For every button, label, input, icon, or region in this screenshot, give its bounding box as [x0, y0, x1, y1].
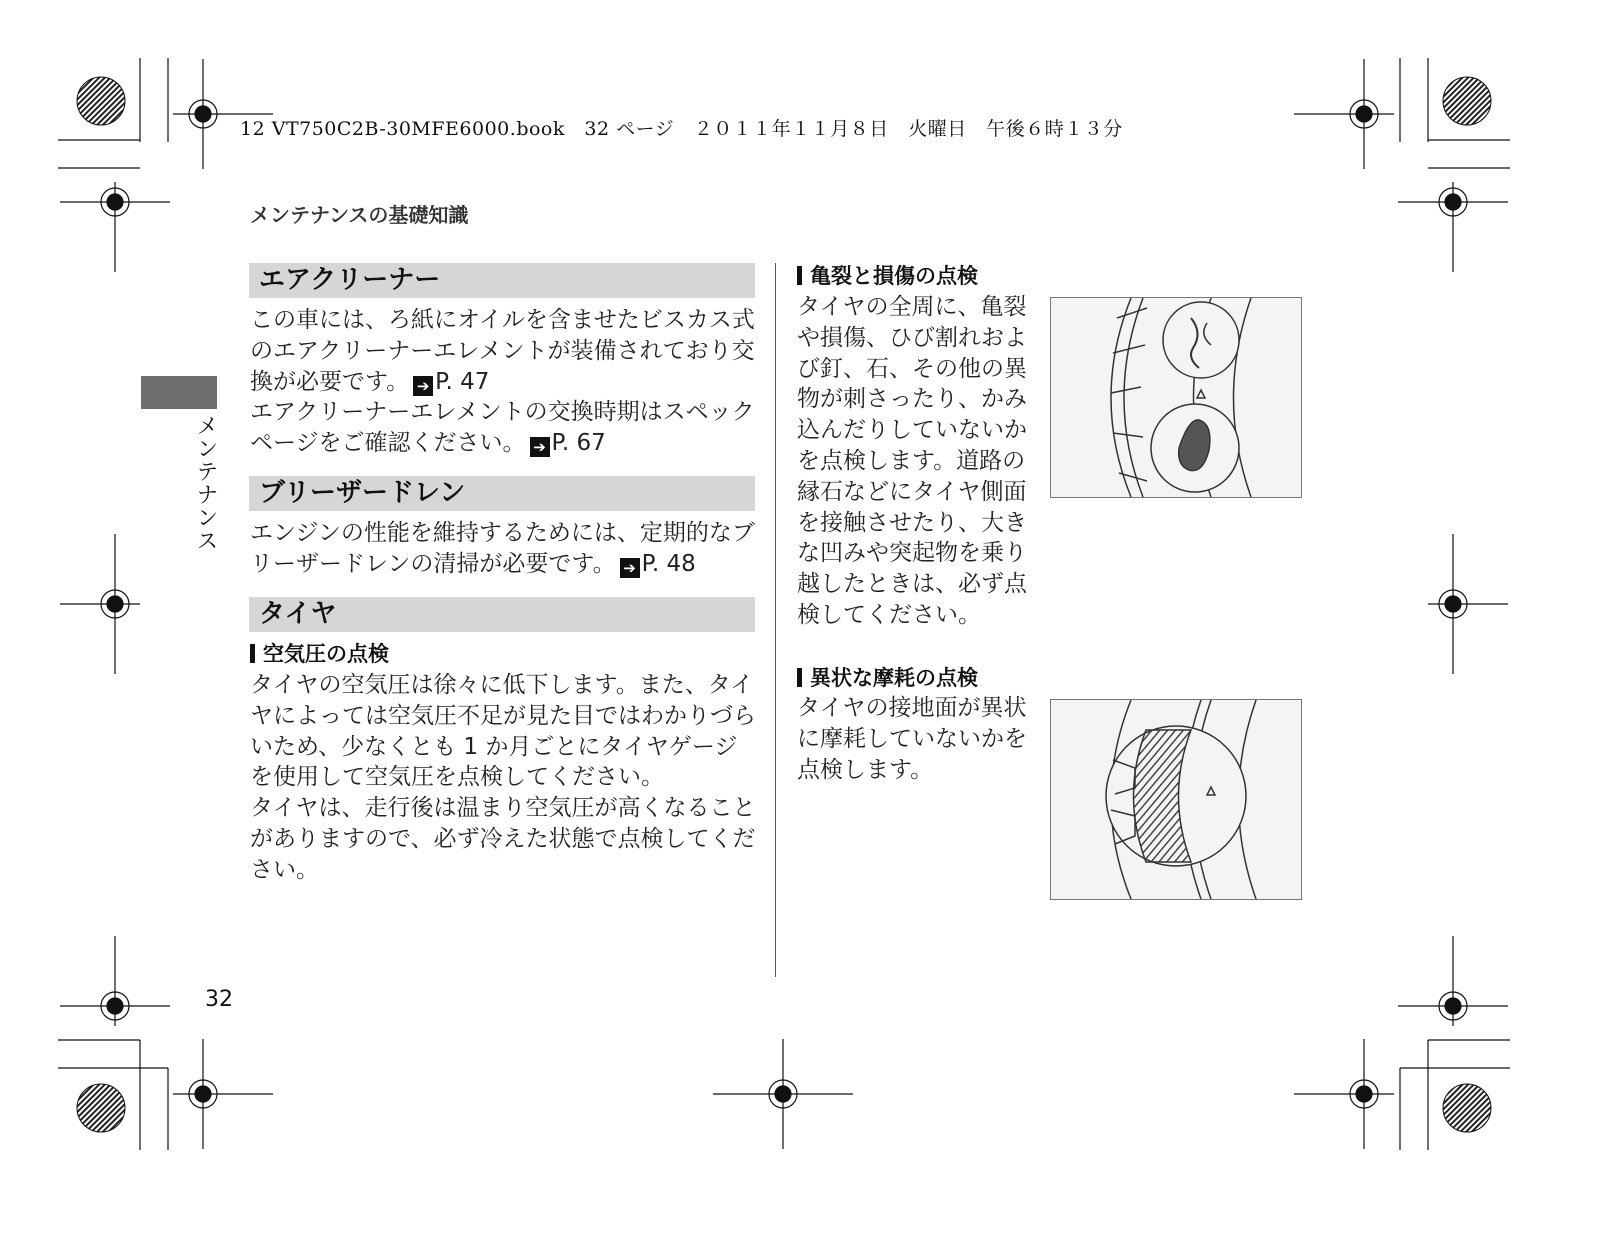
breather-drain-para: エンジンの性能を維持するためには、定期的なブリーザードレンの清掃が必要です。: [250, 520, 755, 577]
pressure-subhead-text: 空気圧の点検: [263, 642, 389, 666]
tire-damage-figure: [1050, 297, 1302, 498]
wear-subhead-text: 異状な摩耗の点検: [810, 666, 978, 690]
reference-arrow-icon: ➔: [413, 376, 433, 396]
air-cleaner-ref1[interactable]: P. 47: [435, 368, 490, 395]
subhead-mark: [250, 644, 255, 663]
running-head: メンテナンスの基礎知識: [250, 203, 469, 227]
tire-wear-figure: [1050, 699, 1302, 900]
air-cleaner-body: [250, 305, 756, 459]
wear-subhead: [797, 662, 978, 692]
subhead-mark: [797, 668, 802, 687]
air-cleaner-ref2[interactable]: P. 67: [551, 430, 606, 457]
tire-damage-illustration: [1051, 298, 1301, 497]
tire-pressure-body: [250, 670, 756, 886]
wear-text: タイヤの接地面が異状に摩耗していないかを点検します。: [797, 695, 1027, 783]
page-number: 32: [205, 987, 233, 1012]
reference-arrow-icon: ➔: [530, 437, 550, 457]
damage-subhead: [797, 260, 978, 290]
air-cleaner-para1: この車には、ろ紙にオイルを含ませたビスカス式のエアクリーナーエレメントが装備されており交換が必要です。: [250, 307, 755, 395]
column-divider: [775, 263, 776, 977]
breather-drain-body: [250, 518, 756, 580]
breather-drain-heading: ブリーザードレン: [249, 476, 755, 511]
air-cleaner-heading: エアクリーナー: [249, 263, 755, 298]
tire-pressure-para2: タイヤは、走行後は温まり空気圧が高くなることがありますので、必ず冷えた状態で点検してください。: [250, 795, 756, 883]
air-cleaner-para2: エアクリーナーエレメントの交換時期はスペックページをご確認ください。: [250, 399, 755, 457]
tire-pressure-para1: タイヤの空気圧は徐々に低下します。また、タイヤによっては空気圧不足が見た目ではわかりづらいため、少なくとも 1 か月ごとにタイヤゲージを使用して空気圧を点検してください。: [250, 672, 756, 791]
damage-subhead-text: 亀裂と損傷の点検: [810, 264, 978, 288]
breather-drain-ref[interactable]: P. 48: [641, 550, 696, 577]
side-tab-label: メンテナンス: [193, 414, 218, 552]
print-header: 12 VT750C2B-30MFE6000.book 32 ページ ２０１１年１１月８日 火曜日 午後６時１３分: [240, 118, 1123, 140]
side-tab: [141, 376, 217, 409]
tire-heading: タイヤ: [249, 597, 755, 632]
reference-arrow-icon: ➔: [620, 558, 640, 578]
subhead-mark: [797, 266, 802, 285]
damage-text: タイヤの全周に、亀裂や損傷、ひび割れおよび釘、石、その他の異物が刺さったり、かみ込んだりしていないかを点検します。道路の縁石などにタイヤ側面を接触させたり、大きな凹みや突起物を乗り越したときは、必ず点検してください。: [797, 294, 1027, 628]
pressure-subhead: [250, 638, 389, 668]
tire-wear-illustration: [1051, 700, 1301, 899]
